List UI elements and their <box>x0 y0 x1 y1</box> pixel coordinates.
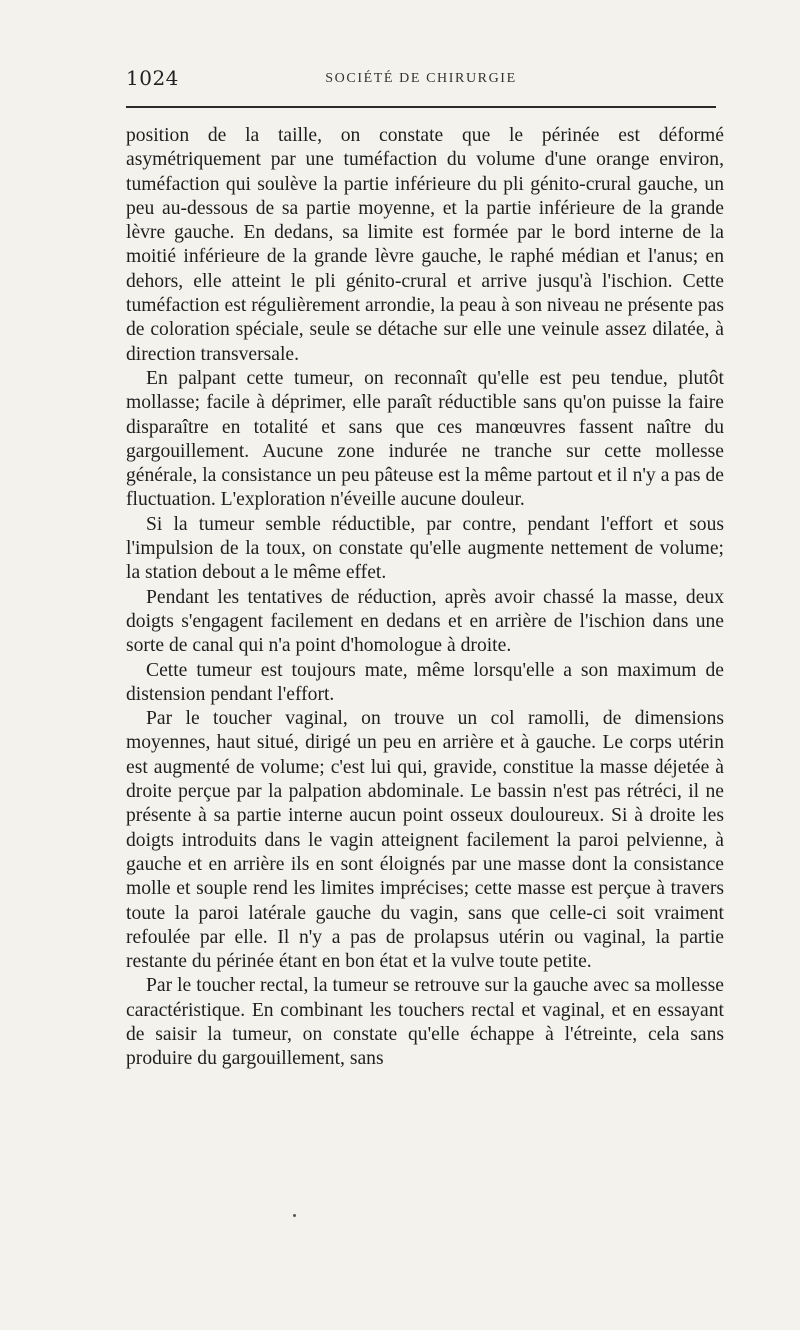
running-title: SOCIÉTÉ DE CHIRURGIE <box>325 71 517 86</box>
paragraph-dullness: Cette tumeur est toujours mate, même lorsqu'elle a son maximum de distension pendant l'effort. <box>126 659 724 705</box>
paragraph-reducibility: Si la tumeur semble réductible, par contre, pendant l'effort et sous l'impulsion de la toux, on constate qu'elle augmente nettement de volume; la station debout a le même effet. <box>126 513 724 584</box>
running-head <box>126 66 716 102</box>
print-speck <box>293 1214 296 1217</box>
paragraph-continuation: position de la taille, on constate que le périnée est déformé asymétriquement par une tuméfaction du volume d'une orange environ, tuméfaction qui soulève la partie inférieure du pli génito-crural gauche, un peu au-dessous de sa partie moyenne, et la partie inférieure de la grande lèvre gauche. En dedans, sa limite est formée par le bord interne de la moitié inférieure de la grande lèvre gauche, le raphé médian et l'anus; en dehors, elle atteint le pli génito-crural et arrive jusqu'à l'ischion. Cette tuméfaction est régulièrement arrondie, la peau à son niveau ne présente pas de coloration spéciale, seule se détache sur elle une veinule assez dilatée, à direction transversale. <box>126 125 724 365</box>
paragraph-vaginal-exam: Par le toucher vaginal, on trouve un col ramolli, de dimensions moyennes, haut situé, dirigé un peu en arrière et à gauche. Le corps utérin est augmenté de volume; c'est lui qui, gravide, constitue la masse déjetée à droite perçue par la palpation abdominale. Le bassin n'est pas rétréci, il ne présente à sa partie interne aucun point osseux douloureux. Si à droite les doigts introduits dans le vagin atteignent facilement la paroi pelvienne, à gauche et en arrière ils en sont éloignés par une masse dont la consistance molle et souple rend les limites imprécises; cette masse est perçue à travers toute la paroi latérale gauche du vagin, sans que celle-ci soit vraiment refoulée par elle. Il n'y a pas de prolapsus utérin ou vaginal, la partie restante du périnée étant en bon état et la vulve toute petite. <box>126 708 724 973</box>
header-rule <box>126 106 716 108</box>
paragraph-reduction-attempts: Pendant les tentatives de réduction, après avoir chassé la masse, deux doigts s'engagent facilement en dedans et en arrière de l'ischion dans une sorte de canal qui n'a point d'homologue à droite. <box>126 586 724 657</box>
body-text <box>126 124 724 1072</box>
page-number: 1024 <box>126 66 179 90</box>
paragraph-palpation: En palpant cette tumeur, on reconnaît qu'elle est peu tendue, plutôt mollasse; facile à déprimer, elle paraît réductible sans qu'on puisse la faire disparaître en totalité et sans que ces manœuvres fassent naître du gargouillement. Aucune zone indurée ne tranche sur cette mollesse générale, la consistance un peu pâteuse est la même partout et il n'y a pas de fluctuation. L'exploration n'éveille aucune douleur. <box>126 367 724 511</box>
paragraph-rectal-exam: Par le toucher rectal, la tumeur se retrouve sur la gauche avec sa mollesse caractéristique. En combinant les touchers rectal et vaginal, et en essayant de saisir la tumeur, on constate qu'elle échappe à l'étreinte, cela sans produire du gargouillement, sans <box>126 975 724 1070</box>
